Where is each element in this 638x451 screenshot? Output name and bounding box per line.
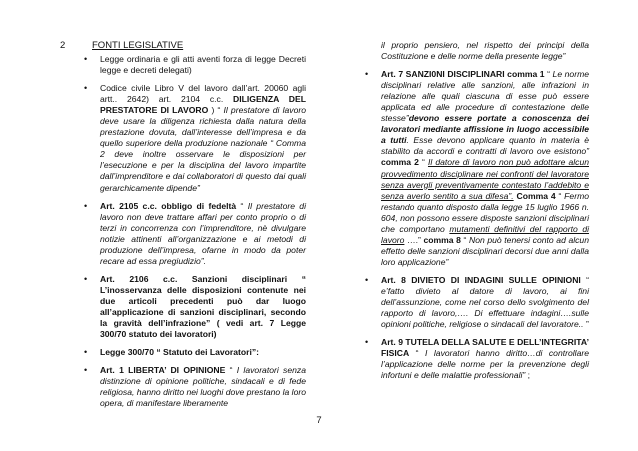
list-item [365, 275, 589, 330]
bullet-icon: • [84, 200, 88, 211]
text-run: ) “ [208, 105, 224, 116]
bullet-icon: • [84, 365, 88, 376]
text-run: Non può tenersi conto ad alcun effetto delle sanzioni disciplinari decorsi due anni dalla loro applicazione” [381, 234, 589, 267]
text-run: . Esse devono applicare quanto in materia è stabilito da accordi e contratti di lavoro ove esistono” [381, 135, 590, 157]
text-run: mutamenti definitivi del rapporto di lavoro [381, 223, 590, 245]
text-run: Art. 1 LIBERTA’ DI OPINIONE [100, 365, 226, 376]
text-run: ….” [404, 234, 424, 245]
text-run: “ [555, 190, 565, 201]
list-item [84, 365, 306, 409]
text-run: comma 2 [381, 157, 419, 168]
text-run: Art. 2106 c.c. Sanzioni disciplinari “ L’inosservanza delle disposizioni contenute nei due articoli precedenti può dar luogo all’applicazione di sanzioni disciplinari, secondo la gravità dell’infrazione” ( vedi art. 7 Legge 300/70 statuto dei lavoratori) [100, 273, 306, 340]
text-run: Art. 9 TUTELA DELLA SALUTE E DELL’INTEGRITA’ FISICA [381, 337, 589, 359]
text-run: “ [236, 200, 248, 211]
text-run: il proprio pensiero, nel rispetto dei principi della Costituzione e delle norme della presente legge” [381, 40, 589, 62]
text-run: “ [580, 274, 589, 285]
text-run: devono essere portate a conoscenza dei lavoratori mediante affissione in luogo accessibile a tutti [381, 113, 589, 146]
text-run: Il datore di lavoro non può adottare alcun provvedimento disciplinare nei confronti del lavoratore senza avergli preventivamente contestato l’addebito e senza averlo sentito a sua difesa”. [381, 157, 589, 201]
bullet-icon: • [84, 83, 88, 94]
text-run: DILIGENZA DEL PRESTATORE DI LAVORO [100, 94, 306, 116]
list-item [84, 201, 306, 267]
bullet-icon: • [84, 347, 88, 358]
bullet-icon: • [84, 273, 88, 284]
text-run: Fermo restando quanto disposto dalla legge 15 luglio 1966 n. 604, non possono essere disposte sanzioni disciplinari che comportano [381, 190, 590, 234]
section-title: FONTI LEGISLATIVE [92, 40, 184, 51]
bullet-icon: • [365, 274, 369, 285]
text-run: Legge ordinaria e gli atti aventi forza di legge Decreti legge e decreti delegati) [100, 54, 306, 76]
left-column [84, 54, 306, 416]
text-run: Legge 300/70 “ Statuto dei Lavoratori”: [100, 347, 260, 358]
section-number: 2 [60, 40, 66, 51]
bullet-icon: • [84, 54, 88, 64]
text-run: Comma 4 [516, 190, 556, 201]
bullet-icon: • [365, 69, 369, 80]
page-number: 7 [316, 415, 322, 426]
list-item [84, 54, 306, 76]
text-run: ” [583, 319, 589, 330]
list-item [365, 69, 589, 268]
text-run: “ [460, 234, 469, 245]
right-column [365, 40, 589, 388]
bullet-icon: • [365, 337, 369, 348]
text-run: “ [409, 348, 426, 359]
text-run: “ [418, 157, 428, 168]
text-run: I lavoratori senza distinzione di opinione politiche, sindacali e di fede religiosa, hanno diritto nei luoghi dove prestano la loro opera, di manifestare liberamente [100, 365, 306, 409]
text-run: Il prestatore di lavoro deve usare la diligenza richiesta dalla natura della prestazione dovuta, dall’interesse dell’impresa e da quello superiore della produzione nazionale “ Comma 2 deve inoltre osservare le disposizioni per l’esecuzione e per la disciplina del lavoro impartite dall’imprenditore e dai collaboratori di questo dai quali gerarchicamente dipende” [100, 105, 307, 193]
text-run: Art. 2105 c.c. obbligo di fedeltà [100, 200, 237, 211]
list-item [84, 83, 306, 193]
text-run: I lavoratori hanno diritto…di controllare l’applicazione delle norme per la prevenzione degli infortuni e delle malattie professionali” [381, 348, 590, 381]
text-run: “ [225, 365, 237, 376]
text-run: “ [544, 69, 553, 80]
continued-paragraph [365, 40, 589, 62]
text-run: ; [525, 370, 531, 381]
list-item [84, 347, 306, 358]
list-item [84, 274, 306, 340]
text-run: Codice civile Libro V del lavoro dall’art. 20060 agli artt.. 2642) art. 2104 c.c. [100, 83, 306, 105]
text-run: Art. 8 DIVIETO DI INDAGINI SULLE OPINIONI [381, 274, 581, 285]
text-run: comma 8 [423, 234, 461, 245]
list-item [365, 337, 589, 381]
text-run: Le norme disciplinari relative alle sanzioni, alle infrazioni in relazione alle quali ciascuna di esse può essere applicata ed alle procedure di contestazione delle stesse” [381, 69, 590, 124]
text-run: Art. 7 SANZI0NI DISCIPLINARI comma 1 [381, 69, 545, 80]
text-run: e’fatto divieto al datore di lavoro, ai fini dell’assunzione, come nel corso dello svolgimento del rapporto di lavoro,…. Di effettuare indagini….sulle opinioni politiche, religiose o sindacali del lavoratore.. [381, 285, 589, 330]
text-run: Il prestatore di lavoro non deve trattare affari per conto proprio o di terzi in concorrenza con l’imprenditore, nè divulgare notizie attinenti all’organizzazione e ai metodi di produzione dell’impresa, ofarne in modo da poter recare ad essa pregiudizio”. [100, 200, 306, 266]
